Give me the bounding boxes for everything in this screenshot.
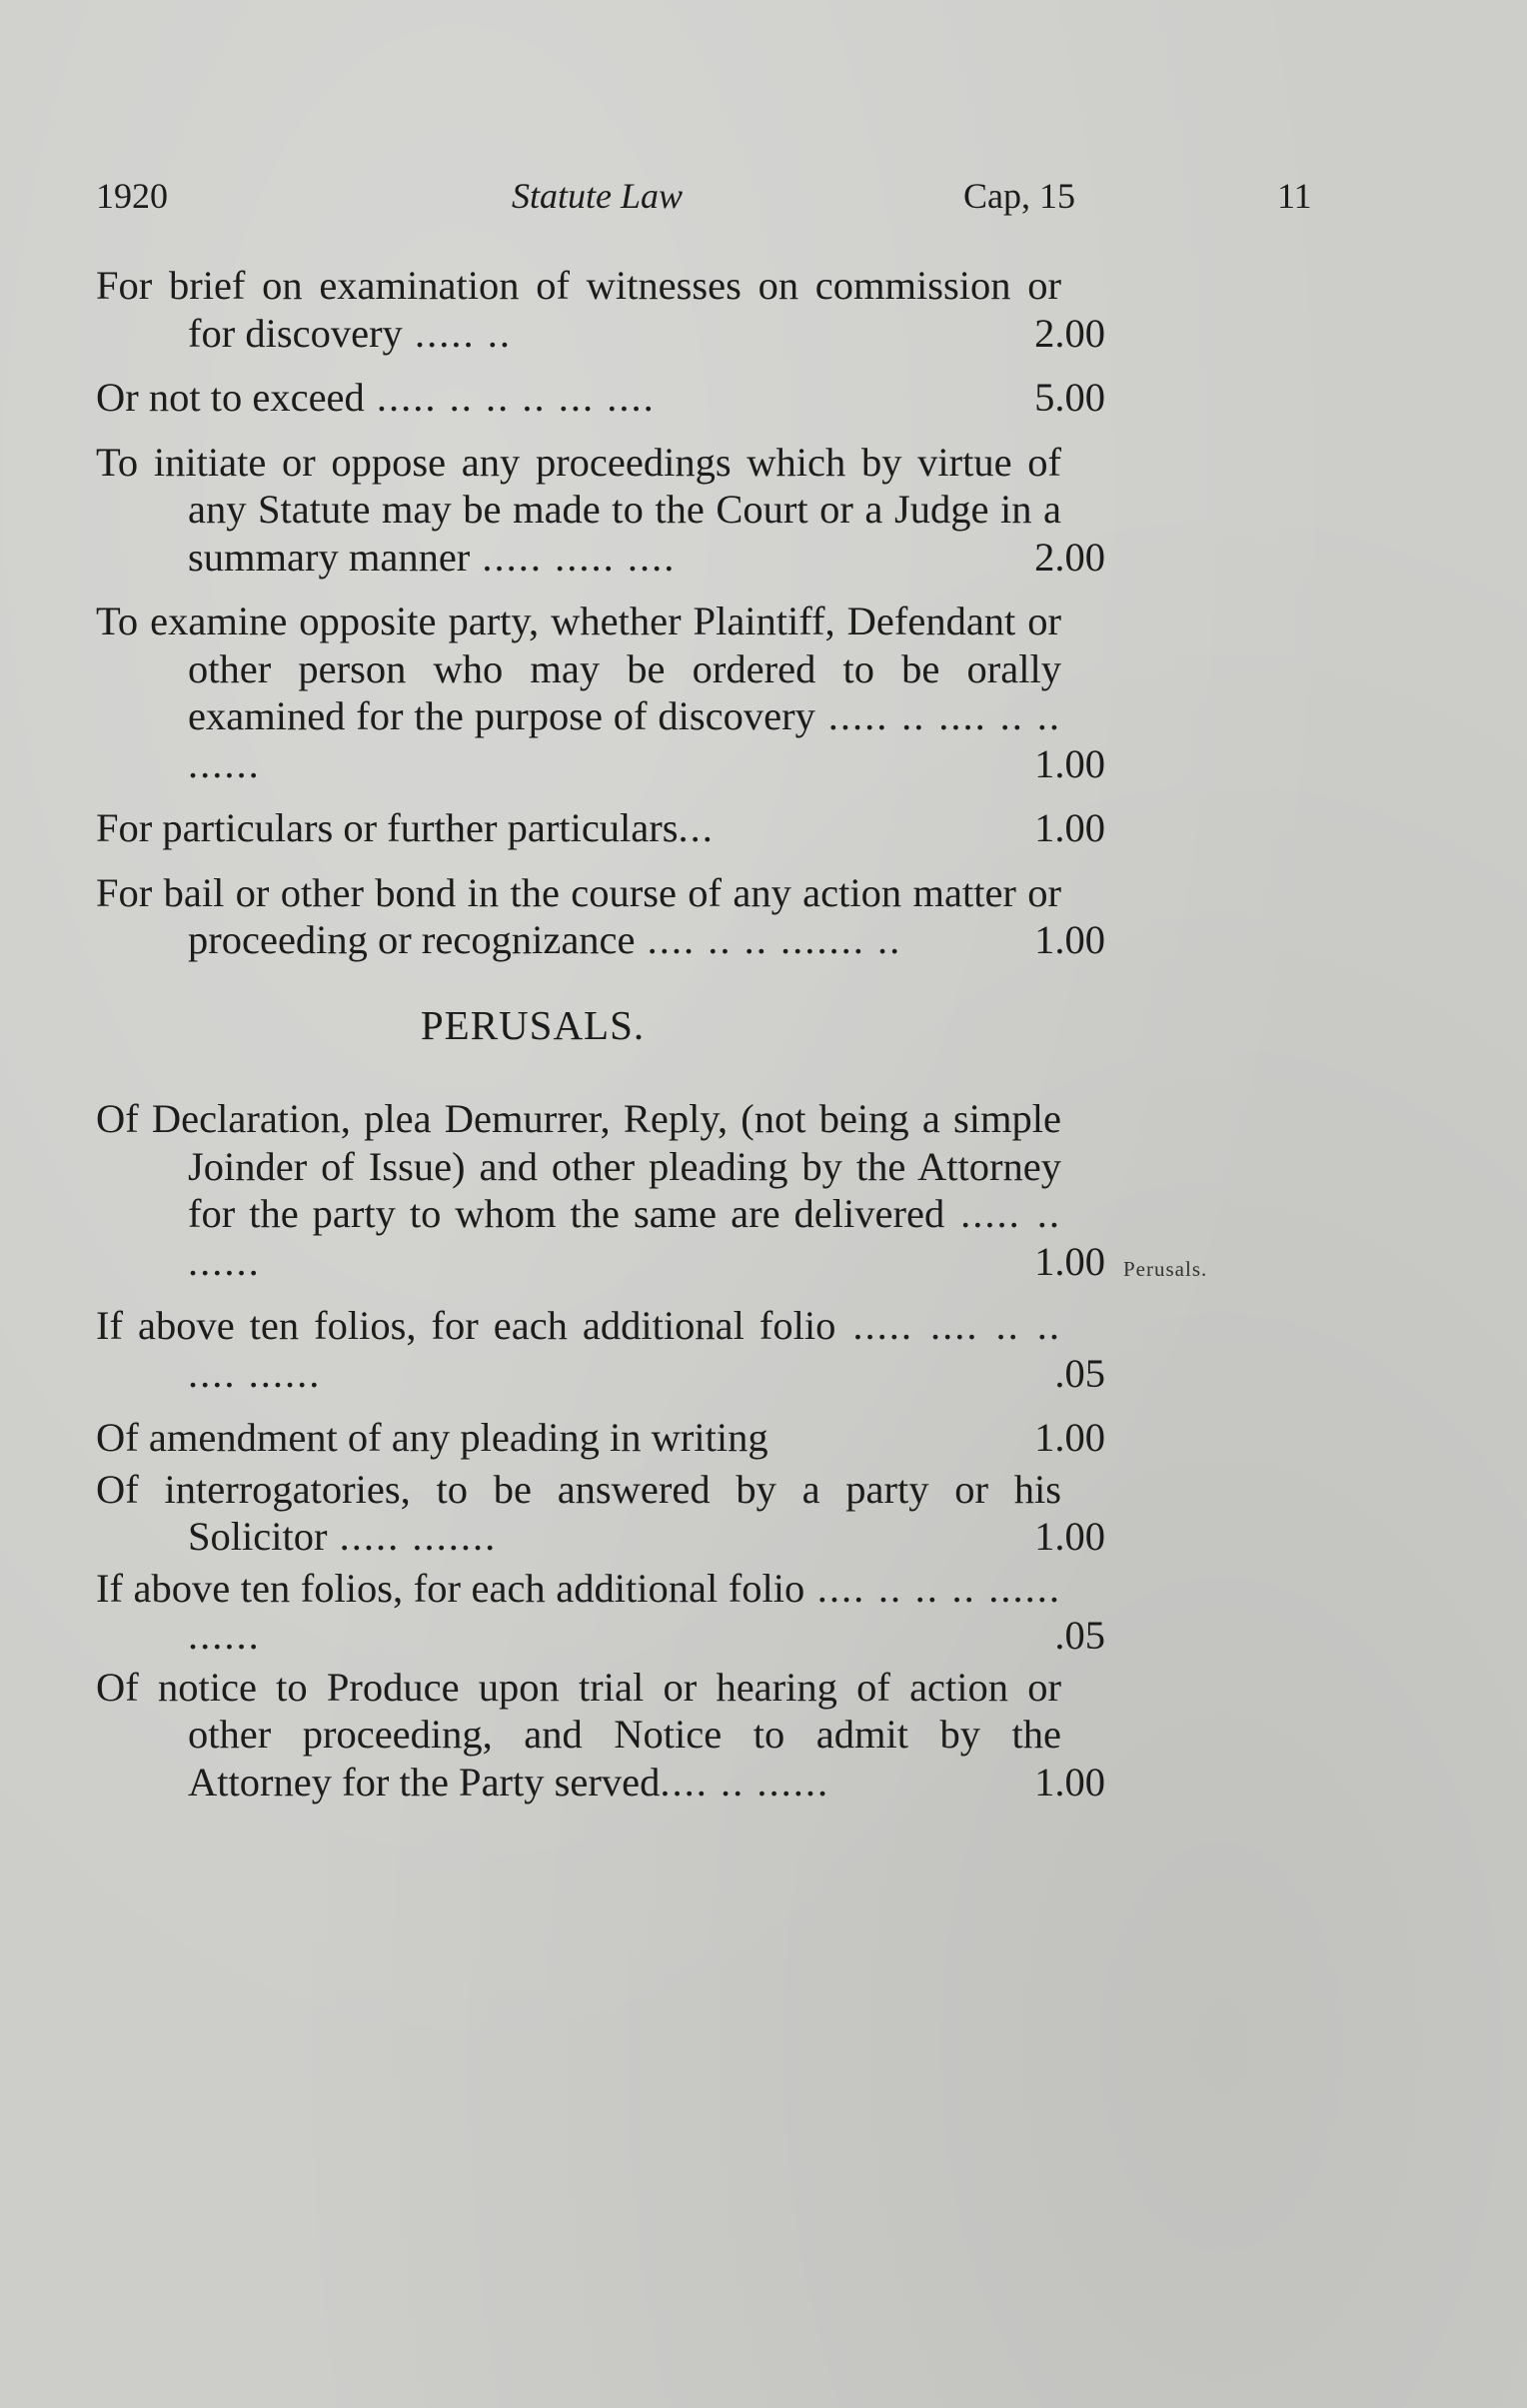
fee-entry-text: For brief on examination of witnesses on commission or for discovery	[96, 263, 1061, 356]
header-year: 1920	[96, 176, 168, 216]
fee-entry-text: If above ten folios, for each additional folio	[96, 1565, 805, 1611]
fee-entry-text: For bail or other bond in the course of any action matter or proceeding or recognizance	[96, 869, 1061, 962]
fee-entry-text: Of amendment of any pleading in writing	[96, 1415, 768, 1460]
dot-leader: ..... .... .. .. .... ......	[188, 1303, 1061, 1396]
dot-leader: ..... .......	[327, 1514, 498, 1559]
fee-entry	[96, 1466, 1105, 1561]
header-chapter: Cap, 15	[963, 176, 1075, 216]
fee-amount: 2.00	[1034, 534, 1105, 580]
fee-entry	[96, 869, 1105, 964]
fee-entry-text: To initiate or oppose any proceedings which by virtue of any Statute may be made to the Court or a Judge in a summary manner	[96, 439, 1061, 580]
dot-leader: ..... ..... ....	[470, 534, 677, 580]
dot-leader: ...	[678, 805, 715, 850]
fee-entry	[96, 374, 1105, 422]
fee-entry	[96, 1302, 1105, 1397]
fee-entry-text: Of notice to Produce upon trial or hearing of action or other proceeding, and Notice to admit by the Attorney for the Party served	[96, 1664, 1061, 1805]
margin-note: Perusals.	[1123, 1257, 1208, 1281]
fee-entry-text: Of interrogatories, to be answered by a party or his Solicitor	[96, 1466, 1061, 1559]
fee-amount: 1.00	[1034, 805, 1105, 850]
dot-leader: .... .. .. ....... ..	[635, 917, 902, 962]
fee-entry-text: If above ten folios, for each additional folio	[96, 1303, 836, 1348]
dot-leader: .... .. ......	[660, 1759, 830, 1805]
fee-entry	[96, 439, 1105, 582]
fee-amount: 1.00	[1034, 917, 1105, 962]
fee-amount: 1.00	[1034, 1415, 1105, 1460]
dot-leader: ..... .. .... .. .. ......	[188, 693, 1062, 786]
fee-entry	[96, 262, 1105, 357]
section-heading: PERUSALS.	[420, 1001, 646, 1048]
running-header	[0, 175, 1527, 225]
fee-entry	[96, 1095, 1105, 1285]
fee-entry	[96, 1664, 1105, 1806]
fee-schedule	[96, 262, 1115, 1822]
header-title: Statute Law	[512, 176, 684, 216]
fee-amount: 1.00	[1034, 1759, 1105, 1805]
dot-leader: ..... .. .. .. ... ....	[364, 375, 656, 420]
fee-entry-text: Or not to exceed	[96, 375, 365, 420]
fee-entry-text: To examine opposite party, whether Plaintiff, Defendant or other person who may be ordered to be orally examined for the purpose of discovery	[96, 599, 1061, 738]
fee-entry	[96, 1565, 1105, 1660]
fee-amount: .05	[1054, 1613, 1105, 1658]
fee-amount: 1.00	[1034, 1238, 1105, 1284]
fee-entry-text: Of Declaration, plea Demurrer, Reply, (not being a simple Joinder of Issue) and other pleading by the Attorney for the party to whom the same are delivered	[96, 1096, 1061, 1236]
fee-amount: .05	[1054, 1350, 1105, 1396]
fee-entry	[96, 804, 1105, 852]
dot-leader: ..... ..	[402, 310, 512, 356]
fee-amount: 1.00	[1034, 740, 1105, 786]
fee-amount: 2.00	[1034, 310, 1105, 356]
dot-leader: .... .. .. .. ...... ......	[188, 1565, 1062, 1658]
fee-entry	[96, 598, 1105, 787]
fee-entry-text: For particulars or further particulars	[96, 805, 679, 850]
page-number: 11	[1277, 176, 1312, 216]
fee-entry	[96, 1414, 1105, 1462]
fee-amount: 1.00	[1034, 1514, 1105, 1559]
dot-leader: ..... .. ......	[188, 1191, 1062, 1284]
fee-amount: 5.00	[1034, 375, 1105, 420]
